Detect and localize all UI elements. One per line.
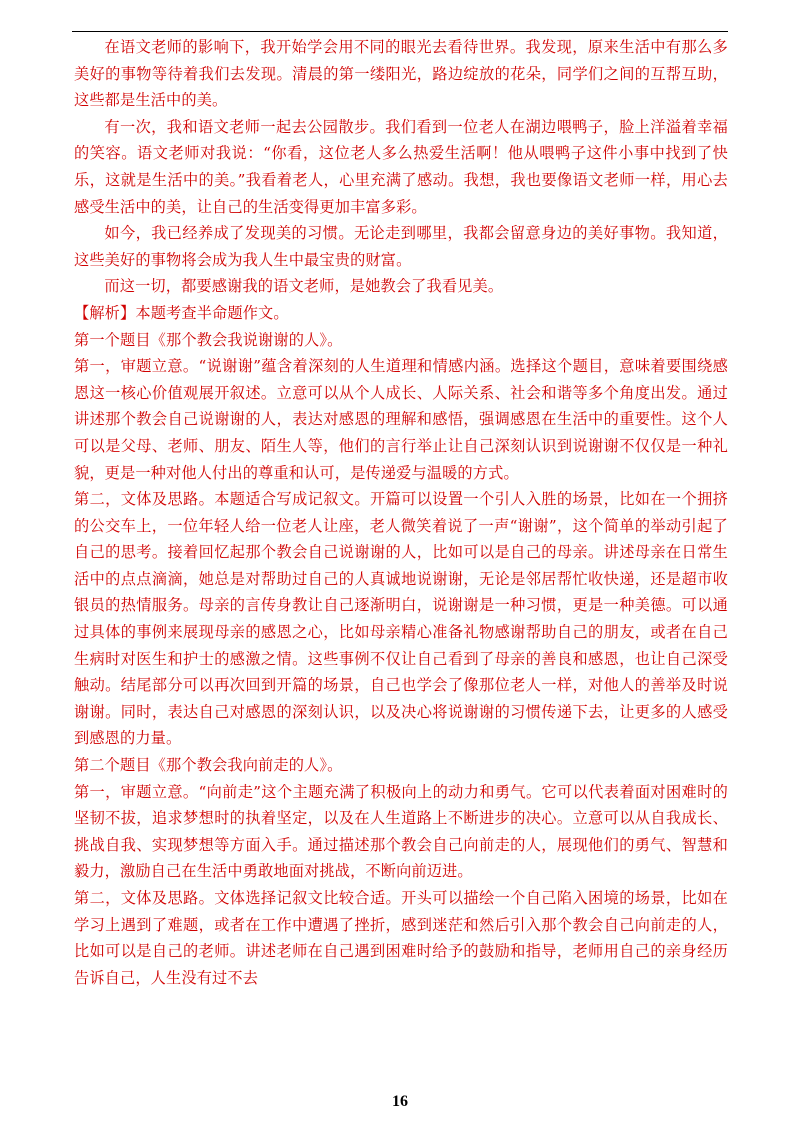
topic2-point1: 第一，审题立意。“向前走”这个主题充满了积极向上的动力和勇气。它可以代表着面对困难时的坚韧不拔，追求梦想时的执着坚定，以及在人生道路上不断进步的决心。立意可以从自我成长、挑战自我、实现梦想等方面入手。通过描述那个教会自己向前走的人，展现他们的勇气、智慧和毅力，激励自己在生活中勇敢地面对挑战，不断向前迈进。 [74, 782, 728, 881]
essay-paragraph-1: 在语文老师的影响下，我开始学会用不同的眼光去看待世界。我发现，原来生活中有那么多美好的事物等待着我们去发现。清晨的第一缕阳光，路边绽放的花朵，同学们之间的互帮互助，这些都是生活中的美。 [74, 38, 728, 110]
header-rule [72, 31, 728, 32]
page-body [74, 34, 728, 991]
essay-paragraph-2: 有一次，我和语文老师一起去公园散步。我们看到一位老人在湖边喂鸭子，脸上洋溢着幸福的笑容。语文老师对我说：“你看，这位老人多么热爱生活啊！他从喂鸭子这件小事中找到了快乐，这就是生活中的美。”我看着老人，心里充满了感动。我想，我也要像语文老师一样，用心去感受生活中的美，让自己的生活变得更加丰富多彩。 [74, 117, 728, 216]
topic1-point2: 第二，文体及思路。本题适合写成记叙文。开篇可以设置一个引人入胜的场景，比如在一个拥挤的公交车上，一位年轻人给一位老人让座，老人微笑着说了一声“谢谢”，这个简单的举动引起了自己的思考。接着回忆起那个教会自己说谢谢的人，比如可以是自己的母亲。讲述母亲在日常生活中的点点滴滴，她总是对帮助过自己的人真诚地说谢谢，无论是邻居帮忙收快递，还是超市收银员的热情服务。母亲的言传身教让自己逐渐明白，说谢谢是一种习惯，更是一种美德。可以通过具体的事例来展现母亲的感恩之心，比如母亲精心准备礼物感谢帮助自己的朋友，或者在自己生病时对医生和护士的感激之情。这些事例不仅让自己看到了母亲的善良和感恩，也让自己深受触动。结尾部分可以再次回到开篇的场景，自己也学会了像那位老人一样，对他人的善举及时说谢谢。同时，表达自己对感恩的深刻认识，以及决心将说谢谢的习惯传递下去，让更多的人感受到感恩的力量。 [74, 490, 728, 748]
essay-paragraph-3: 如今，我已经养成了发现美的习惯。无论走到哪里，我都会留意身边的美好事物。我知道，这些美好的事物将会成为我人生中最宝贵的财富。 [74, 224, 728, 269]
topic1-title: 第一个题目《那个教会我说谢谢的人》。 [74, 330, 343, 349]
essay-paragraph-4: 而这一切，都要感谢我的语文老师，是她教会了我看见美。 [104, 277, 504, 296]
page-number: 16 [392, 1093, 408, 1110]
topic1-point1: 第一，审题立意。“说谢谢”蕴含着深刻的人生道理和情感内涵。选择这个题目，意味着要围绕感恩这一核心价值观展开叙述。立意可以从个人成长、人际关系、社会和谐等多个角度出发。通过讲述那个教会自己说谢谢的人，表达对感恩的理解和感悟，强调感恩在生活中的重要性。这个人可以是父母、老师、朋友、陌生人等，他们的言行举止让自己深刻认识到说谢谢不仅仅是一种礼貌，更是一种对他人付出的尊重和认可，是传递爱与温暖的方式。 [74, 357, 728, 482]
analysis-intro-text: 本题考查半命题作文。 [135, 303, 289, 322]
analysis-intro [74, 300, 728, 327]
topic2-title: 第二个题目《那个教会我向前走的人》。 [74, 756, 343, 775]
topic2-point2: 第二，文体及思路。文体选择记叙文比较合适。开头可以描绘一个自己陷入困境的场景，比如在学习上遇到了难题，或者在工作中遭遇了挫折，感到迷茫和然后引入那个教会自己向前走的人，比如可以是自己的老师。讲述老师在自己遇到困难时给予的鼓励和指导，老师用自己的亲身经历告诉自己，人生没有过不去 [74, 889, 728, 987]
analysis-tag: 【解析】 [74, 303, 136, 322]
